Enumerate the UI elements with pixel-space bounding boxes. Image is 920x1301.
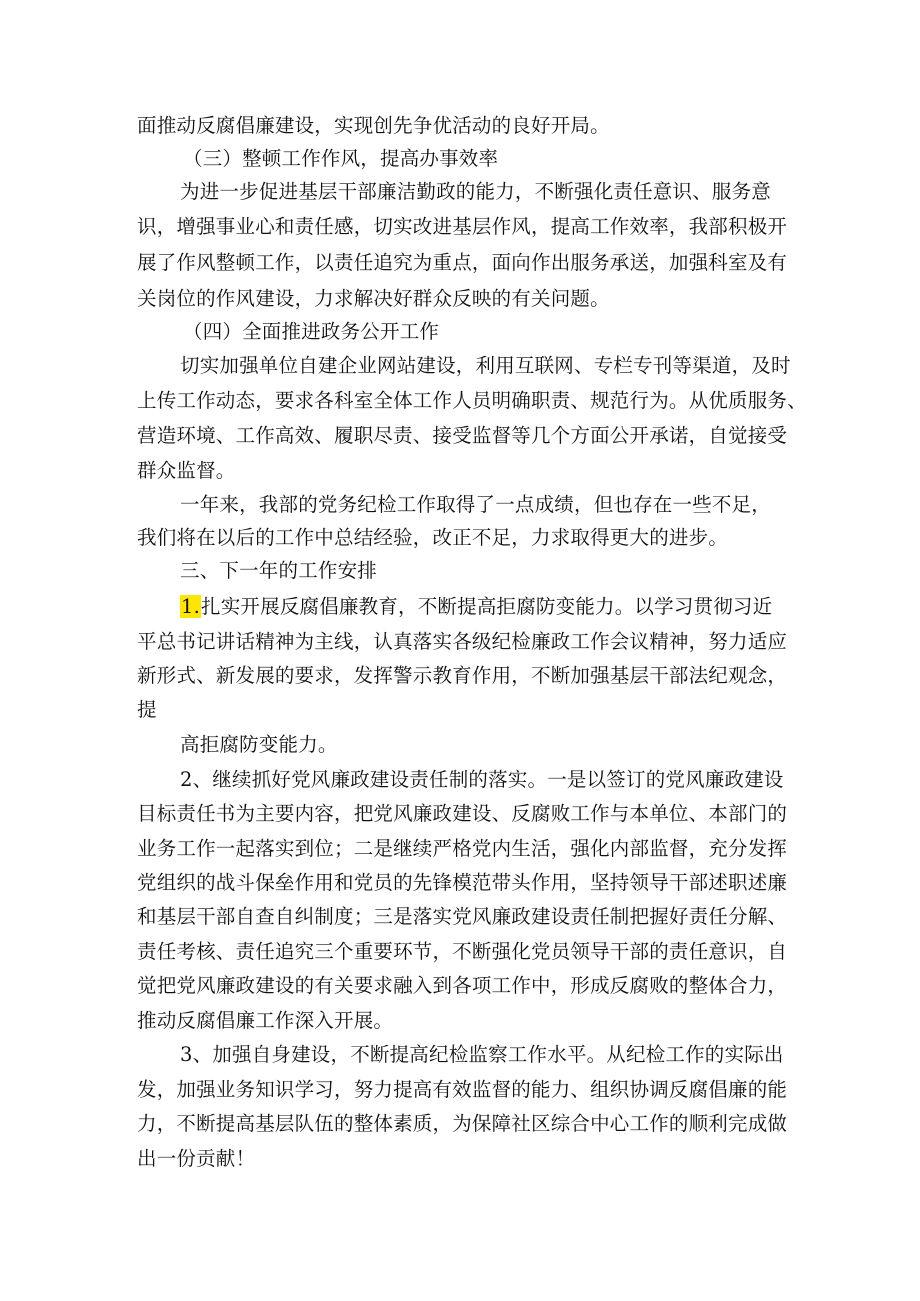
- paragraph-line: 上传工作动态，要求各科室全体工作人员明确职责、规范行为。从优质服务、: [137, 389, 807, 412]
- paragraph-line: 发，加强业务知识学习，努力提高有效监督的能力、组织协调反腐倡廉的能: [137, 1078, 788, 1101]
- paragraph-line: 一年来，我部的党务纪检工作取得了一点成绩，但也存在一些不足，: [180, 493, 772, 516]
- paragraph-line: 觉把党风廉政建设的有关要求融入到各项工作中，形成反腐败的整体合力，: [137, 974, 788, 997]
- text-line: 面推动反腐倡廉建设，实现创先争优活动的良好开局。: [137, 114, 610, 137]
- paragraph-line: 党组织的战斗保垒作用和党员的先锋模范带头作用，坚持领导干部述职述廉: [137, 871, 788, 894]
- paragraph-line: 识，增强事业心和责任感，切实改进基层作风，提高工作效率，我部积极开: [137, 215, 788, 238]
- paragraph-line: 3、加强自身建设，不断提高纪检监察工作水平。从纪检工作的实际出: [180, 1043, 784, 1066]
- paragraph-line: 新形式、新发展的要求，发挥警示教育作用，不断加强基层干部法纪观念，: [137, 664, 788, 687]
- paragraph-line: 切实加强单位自建企业网站建设，利用互联网、专栏专刊等渠道，及时: [180, 354, 791, 377]
- item-1-text: 扎实开展反腐倡廉教育，不断提高拒腐防变能力。以学习贯彻习近: [201, 595, 773, 618]
- paragraph-line: 展了作风整顿工作，以责任追究为重点，面向作出服务承送，加强科室及有: [137, 251, 788, 274]
- paragraph-line: 推动反腐倡廉工作深入开展。: [137, 1009, 394, 1032]
- paragraph-line: 2、继续抓好党风廉政建设责任制的落实。一是以签订的党风廉政建设: [180, 768, 784, 791]
- paragraph-line: 出一份贡献！: [137, 1147, 256, 1170]
- paragraph-line: 目标责任书为主要内容，把党风廉政建设、反腐败工作与本单位、本部门的: [137, 802, 788, 825]
- paragraph-line: 关岗位的作风建设，力求解决好群众反映的有关问题。: [137, 287, 610, 310]
- paragraph-line: 平总书记讲话精神为主线，认真落实各级纪检廉政工作会议精神，努力适应: [137, 630, 788, 653]
- paragraph-line: 群众监督。: [137, 459, 236, 482]
- paragraph-line: 营造环境、工作高效、履职尽责、接受监督等几个方面公开承诺，自觉接受: [137, 424, 788, 447]
- paragraph-line: 提: [137, 698, 157, 721]
- paragraph-line: 业务工作一起落实到位；二是继续严格党内生活，强化内部监督，充分发挥: [137, 837, 788, 860]
- paragraph-line-item-1: [180, 593, 772, 621]
- highlighted-number: 1.: [181, 595, 201, 618]
- paragraph-line: 责任考核、责任追究三个重要环节，不断强化党员领导干部的责任意识，自: [137, 940, 788, 963]
- paragraph-line: 和基层干部自查自纠制度；三是落实党风廉政建设责任制把握好责任分解、: [137, 905, 788, 928]
- section-heading-3: （三）整顿工作作风，提高办事效率: [183, 147, 499, 170]
- paragraph-line: 力，不断提高基层队伍的整体素质，为保障社区综合中心工作的顺利完成做: [137, 1112, 788, 1135]
- section-heading-next-year: 三、下一年的工作安排: [180, 559, 378, 582]
- paragraph-line: 高拒腐防变能力。: [180, 733, 338, 756]
- section-heading-4: （四）全面推进政务公开工作: [183, 320, 440, 343]
- paragraph-line: 我们将在以后的工作中总结经验，改正不足，力求取得更大的进步。: [137, 526, 729, 549]
- paragraph-line: 为进一步促进基层干部廉洁勤政的能力，不断强化责任意识、服务意: [180, 180, 772, 203]
